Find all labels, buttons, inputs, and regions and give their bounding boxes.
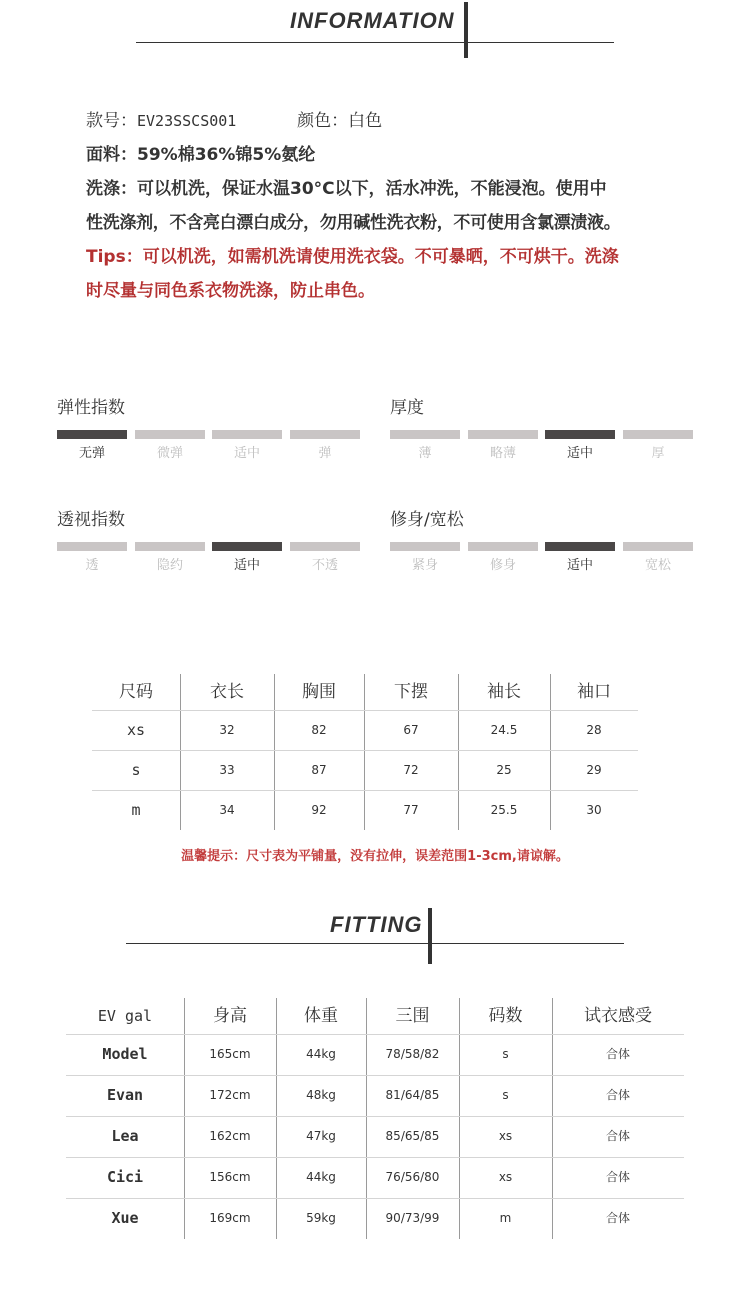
table-cell: 25 [496,763,512,777]
table-cell: 28 [586,723,602,737]
table-header-cell: 身高 [213,1006,247,1026]
color-value: 白色 [348,111,383,131]
indicator-bar-segment [212,542,282,551]
table-cell: Xue [111,1209,139,1227]
table-header-cell: 体重 [304,1006,338,1026]
table-header-cell: 下摆 [394,682,428,702]
table-cell: 156cm [209,1170,251,1184]
table-cell: 合体 [605,1211,630,1225]
fitting-table [66,998,684,1240]
indicator-option-label: 微弹 [156,446,183,461]
tips-line-2: 时尽量与同色系衣物洗涤，防止串色。 [86,281,375,301]
table-cell: 32 [219,723,235,737]
indicator-bar-segment [290,542,360,551]
indicator-group [390,508,700,578]
indicator-title: 厚度 [390,398,424,418]
indicator-option-label: 薄 [418,446,432,461]
table-header-cell: 袖口 [577,682,611,702]
indicator-bar-segment [290,430,360,439]
indicator-bar-segment [57,542,127,551]
table-cell: 合体 [605,1047,630,1061]
table-cell: 81/64/85 [385,1088,440,1102]
table-header-cell: 三围 [395,1006,430,1026]
size-table [92,674,638,824]
indicator-bar-segment [135,542,205,551]
indicator-title: 修身/宽松 [390,510,464,530]
information-title: INFORMATION [290,8,455,33]
table-cell: 87 [311,763,327,777]
table-cell: xs [498,1129,513,1143]
table-cell: 33 [219,763,235,777]
table-cell: 172cm [209,1088,251,1102]
indicator-title: 弹性指数 [57,398,125,418]
table-header-cell: 码数 [488,1006,523,1026]
table-cell: 合体 [605,1129,630,1143]
table-cell: xs [498,1170,513,1184]
table-cell: 48kg [306,1088,336,1102]
table-cell: 169cm [209,1211,251,1225]
table-cell: 76/56/80 [385,1170,440,1184]
table-header-cell: 试衣感受 [584,1006,652,1026]
wash-line-1: 洗涤：可以机洗，保证水温30°C以下，活水冲洗，不能浸泡。使用中 [86,179,607,199]
indicator-bar-segment [623,430,693,439]
table-cell: 合体 [605,1088,630,1102]
table-header-cell: 袖长 [487,682,521,702]
table-cell: Evan [106,1086,144,1104]
information-accent-bar [464,2,468,58]
fitting-divider [126,943,624,944]
indicator-option-label: 略薄 [489,446,516,461]
table-cell: 29 [586,763,602,777]
table-cell: s [131,761,141,779]
indicator-option-label: 适中 [233,446,260,461]
table-cell: xs [126,721,146,739]
indicator-option-label: 厚 [651,446,665,461]
table-cell: 78/58/82 [385,1047,440,1061]
table-cell: 90/73/99 [385,1211,440,1225]
table-cell: s [502,1047,509,1061]
table-header-cell: 衣长 [210,682,244,702]
indicator-option-label: 无弹 [78,446,105,461]
indicator-bar-segment [135,430,205,439]
indicator-bar-segment [57,430,127,439]
table-cell: m [499,1211,512,1225]
table-cell: 77 [403,803,419,817]
table-cell: s [502,1088,509,1102]
indicator-bar-segment [212,430,282,439]
indicator-group [57,396,367,466]
table-cell: 165cm [209,1047,251,1061]
indicator-bar-segment [623,542,693,551]
indicator-title: 透视指数 [57,510,125,530]
indicator-option-label: 紧身 [411,558,438,573]
indicator-option-label: 宽松 [644,558,671,573]
indicator-option-label: 适中 [566,558,593,573]
fabric-line: 面料：59%棉36%锦5%氨纶 [86,145,316,165]
table-cell: 67 [403,723,419,737]
indicator-option-label: 透 [85,558,99,573]
indicator-bar-segment [545,430,615,439]
tips-line-1: Tips：可以机洗，如需机洗请使用洗衣袋。不可暴晒，不可烘干。洗涤 [86,247,619,267]
table-cell: Model [102,1045,148,1063]
table-cell: 44kg [306,1047,336,1061]
table-cell: 59kg [306,1211,336,1225]
product-info [86,104,726,308]
info-line-style-color [86,104,726,138]
table-cell: 25.5 [490,803,518,817]
style-no-value: EV23SSCS001 [137,112,237,130]
table-cell: 合体 [605,1170,630,1184]
table-cell: 72 [403,763,419,777]
color-label: 颜色： [297,111,349,131]
indicator-bar-segment [390,430,460,439]
table-cell: m [131,801,141,819]
table-header-cell: 尺码 [119,682,153,702]
table-header-cell: EV gal [97,1007,153,1025]
information-divider [136,42,614,43]
table-cell: 47kg [306,1129,336,1143]
table-cell: 24.5 [490,723,518,737]
indicator-bar-segment [468,542,538,551]
table-cell: 85/65/85 [385,1129,440,1143]
indicator-group [57,508,367,578]
table-cell: Lea [111,1127,139,1145]
indicator-bar-segment [468,430,538,439]
fitting-title: FITTING [330,912,423,937]
table-cell: 82 [311,723,327,737]
table-cell: 92 [311,803,327,817]
table-cell: Cici [106,1168,144,1186]
table-cell: 162cm [209,1129,251,1143]
size-note: 温馨提示：尺寸表为平铺量，没有拉伸，误差范围1-3cm,请谅解。 [181,849,569,864]
wash-line-2: 性洗涤剂，不含亮白漂白成分，勿用碱性洗衣粉，不可使用含氯漂渍液。 [86,213,621,233]
indicator-option-label: 不透 [311,558,338,573]
indicator-bar-segment [390,542,460,551]
indicator-group [390,396,700,466]
style-no-label: 款号： [86,111,137,131]
indicator-option-label: 适中 [233,558,260,573]
table-cell: 44kg [306,1170,336,1184]
indicator-bar-segment [545,542,615,551]
table-cell: 34 [219,803,235,817]
indicator-option-label: 隐约 [156,558,183,573]
fitting-accent-bar [428,908,432,964]
indicator-option-label: 修身 [489,558,516,573]
indicator-option-label: 弹 [318,446,332,461]
table-cell: 30 [586,803,602,817]
indicator-option-label: 适中 [566,446,593,461]
table-header-cell: 胸围 [302,682,336,702]
